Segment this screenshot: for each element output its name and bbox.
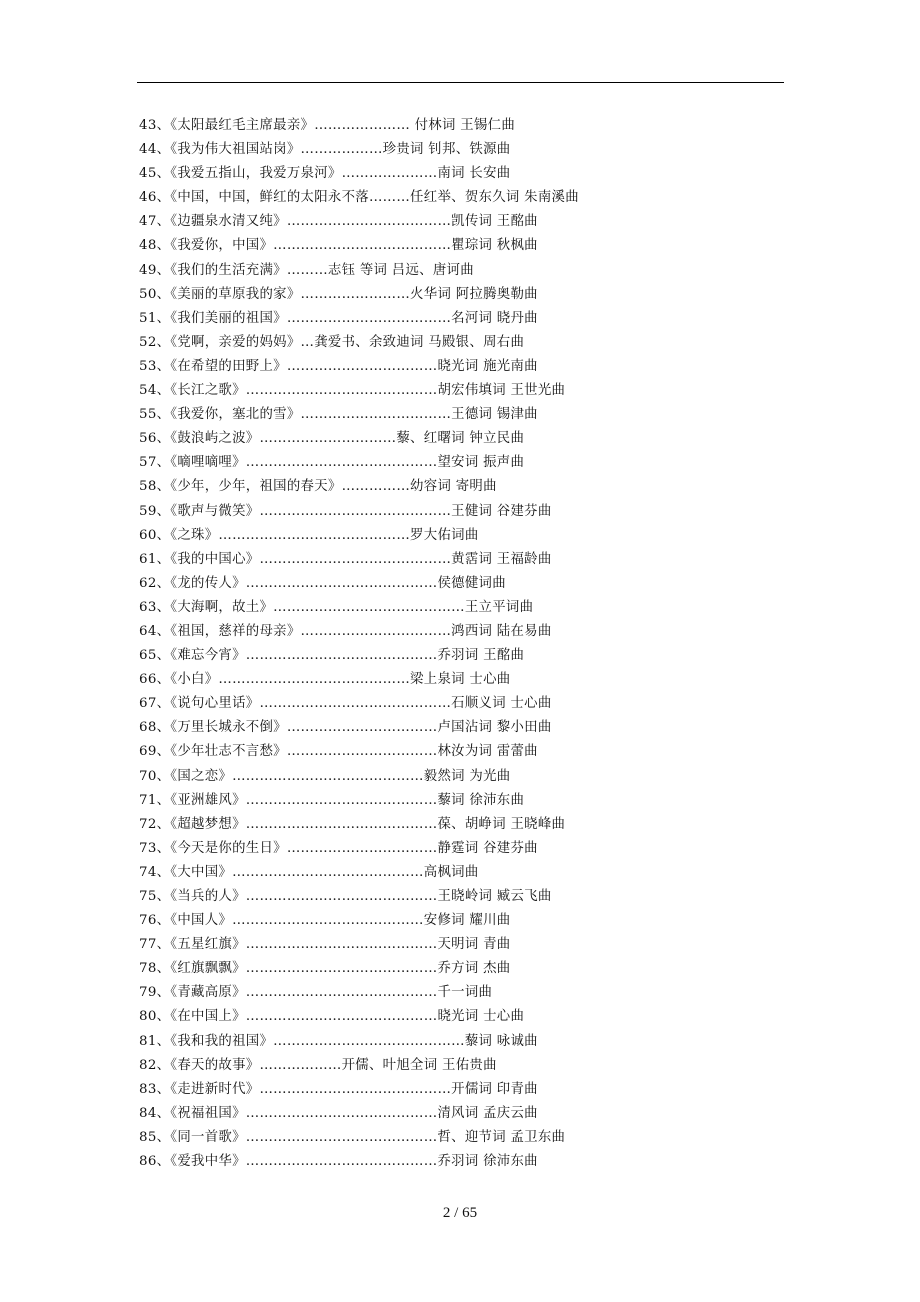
song-entry: 83、《走进新时代》……………………………………开儒词 印青曲 — [139, 1081, 538, 1097]
song-entry: 56、《鼓浪屿之波》…………………………藜、红曙词 钟立民曲 — [139, 431, 525, 447]
song-entry: 82、《春天的故事》………………开儒、叶旭全词 王佑贵曲 — [139, 1057, 497, 1073]
song-entry: 76、《中国人》……………………………………安修词 耀川曲 — [139, 913, 511, 929]
song-entry: 69、《少年壮志不言愁》……………………………林汝为词 雷蕾曲 — [139, 744, 538, 760]
song-entry: 85、《同一首歌》……………………………………哲、迎节词 孟卫东曲 — [139, 1129, 566, 1145]
song-entry: 71、《亚洲雄风》……………………………………藜词 徐沛东曲 — [139, 792, 525, 808]
song-entry: 52、《党啊，亲爱的妈妈》…龚爱书、余致迪词 马殿银、周右曲 — [139, 334, 525, 350]
header-rule — [137, 82, 784, 83]
song-entry: 49、《我们的生活充满》………志钰 等词 吕远、唐诃曲 — [139, 262, 474, 278]
song-entry: 67、《说句心里话》……………………………………石顺义词 士心曲 — [139, 696, 552, 712]
song-entry: 81、《我和我的祖国》……………………………………藜词 咏诚曲 — [139, 1033, 538, 1049]
song-entry: 64、《祖国，慈祥的母亲》……………………………鸿西词 陆在易曲 — [139, 623, 552, 639]
song-entry: 79、《青藏高原》……………………………………千一词曲 — [139, 985, 493, 1001]
song-entry: 43、《太阳最红毛主席最亲》………………… 付林词 王锡仁曲 — [139, 118, 516, 133]
song-entry: 75、《当兵的人》……………………………………王晓岭词 臧云飞曲 — [139, 889, 552, 904]
song-entry: 74、《大中国》……………………………………高枫词曲 — [139, 864, 479, 880]
song-entry: 78、《红旗飘飘》……………………………………乔方词 杰曲 — [139, 961, 511, 977]
song-entry: 84、《祝福祖国》……………………………………清风词 孟庆云曲 — [139, 1105, 538, 1121]
song-entry: 46、《中国，中国，鲜红的太阳永不落………任红举、贺东久词 朱南溪曲 — [139, 190, 579, 206]
song-entry: 48、《我爱你，中国》…………………………………瞿琮词 秋枫曲 — [139, 238, 538, 254]
song-entry: 55、《我爱你，塞北的雪》……………………………王德词 锡津曲 — [139, 407, 538, 423]
song-entry: 57、《嘀哩嘀哩》……………………………………望安词 振声曲 — [139, 455, 525, 471]
song-entry: 62、《龙的传人》……………………………………侯德健词曲 — [139, 575, 506, 591]
song-entry: 45、《我爱五指山，我爱万泉河》…………………南词 长安曲 — [139, 166, 511, 182]
song-entry: 66、《小白》……………………………………梁上泉词 士心曲 — [139, 672, 511, 688]
song-entry: 72、《超越梦想》……………………………………葆、胡峥词 王晓峰曲 — [139, 816, 566, 832]
song-entry: 65、《难忘今宵》……………………………………乔羽词 王酩曲 — [139, 648, 525, 664]
song-entry: 59、《歌声与微笑》……………………………………王健词 谷建芬曲 — [139, 503, 552, 519]
song-entry: 86、《爱我中华》……………………………………乔羽词 徐沛东曲 — [139, 1154, 538, 1170]
song-entry: 58、《少年，少年，祖国的春天》……………幼容词 寄明曲 — [139, 479, 497, 495]
page-number: 2 / 65 — [442, 1205, 478, 1221]
song-entry: 77、《五星红旗》……………………………………天明词 青曲 — [139, 937, 511, 953]
song-entry: 73、《今天是你的生日》……………………………静霆词 谷建芬曲 — [139, 840, 538, 856]
song-entry: 80、《在中国上》……………………………………晓光词 士心曲 — [139, 1009, 525, 1025]
song-entry: 50、《美丽的草原我的家》……………………火华词 阿拉腾奥勒曲 — [139, 286, 538, 302]
song-entry: 53、《在希望的田野上》……………………………晓光词 施光南曲 — [139, 358, 538, 374]
song-entry: 54、《长江之歌》……………………………………胡宏伟填词 王世光曲 — [139, 383, 566, 399]
song-entry: 68、《万里长城永不倒》……………………………卢国沾词 黎小田曲 — [139, 720, 552, 736]
song-list — [139, 114, 779, 1174]
song-entry: 60、《之珠》……………………………………罗大佑词曲 — [139, 527, 479, 543]
song-entry: 61、《我的中国心》……………………………………黄霑词 王福龄曲 — [139, 551, 552, 567]
song-entry: 47、《边疆泉水清又纯》………………………………凯传词 王酩曲 — [139, 214, 538, 230]
song-entry: 44、《我为伟大祖国站岗》………………珍贵词 钊邦、铁源曲 — [139, 142, 511, 158]
song-entry: 51、《我们美丽的祖国》………………………………名河词 晓丹曲 — [139, 310, 538, 326]
song-entry: 63、《大海啊，故土》……………………………………王立平词曲 — [139, 599, 534, 615]
song-entry: 70、《国之恋》……………………………………毅然词 为光曲 — [139, 768, 511, 784]
